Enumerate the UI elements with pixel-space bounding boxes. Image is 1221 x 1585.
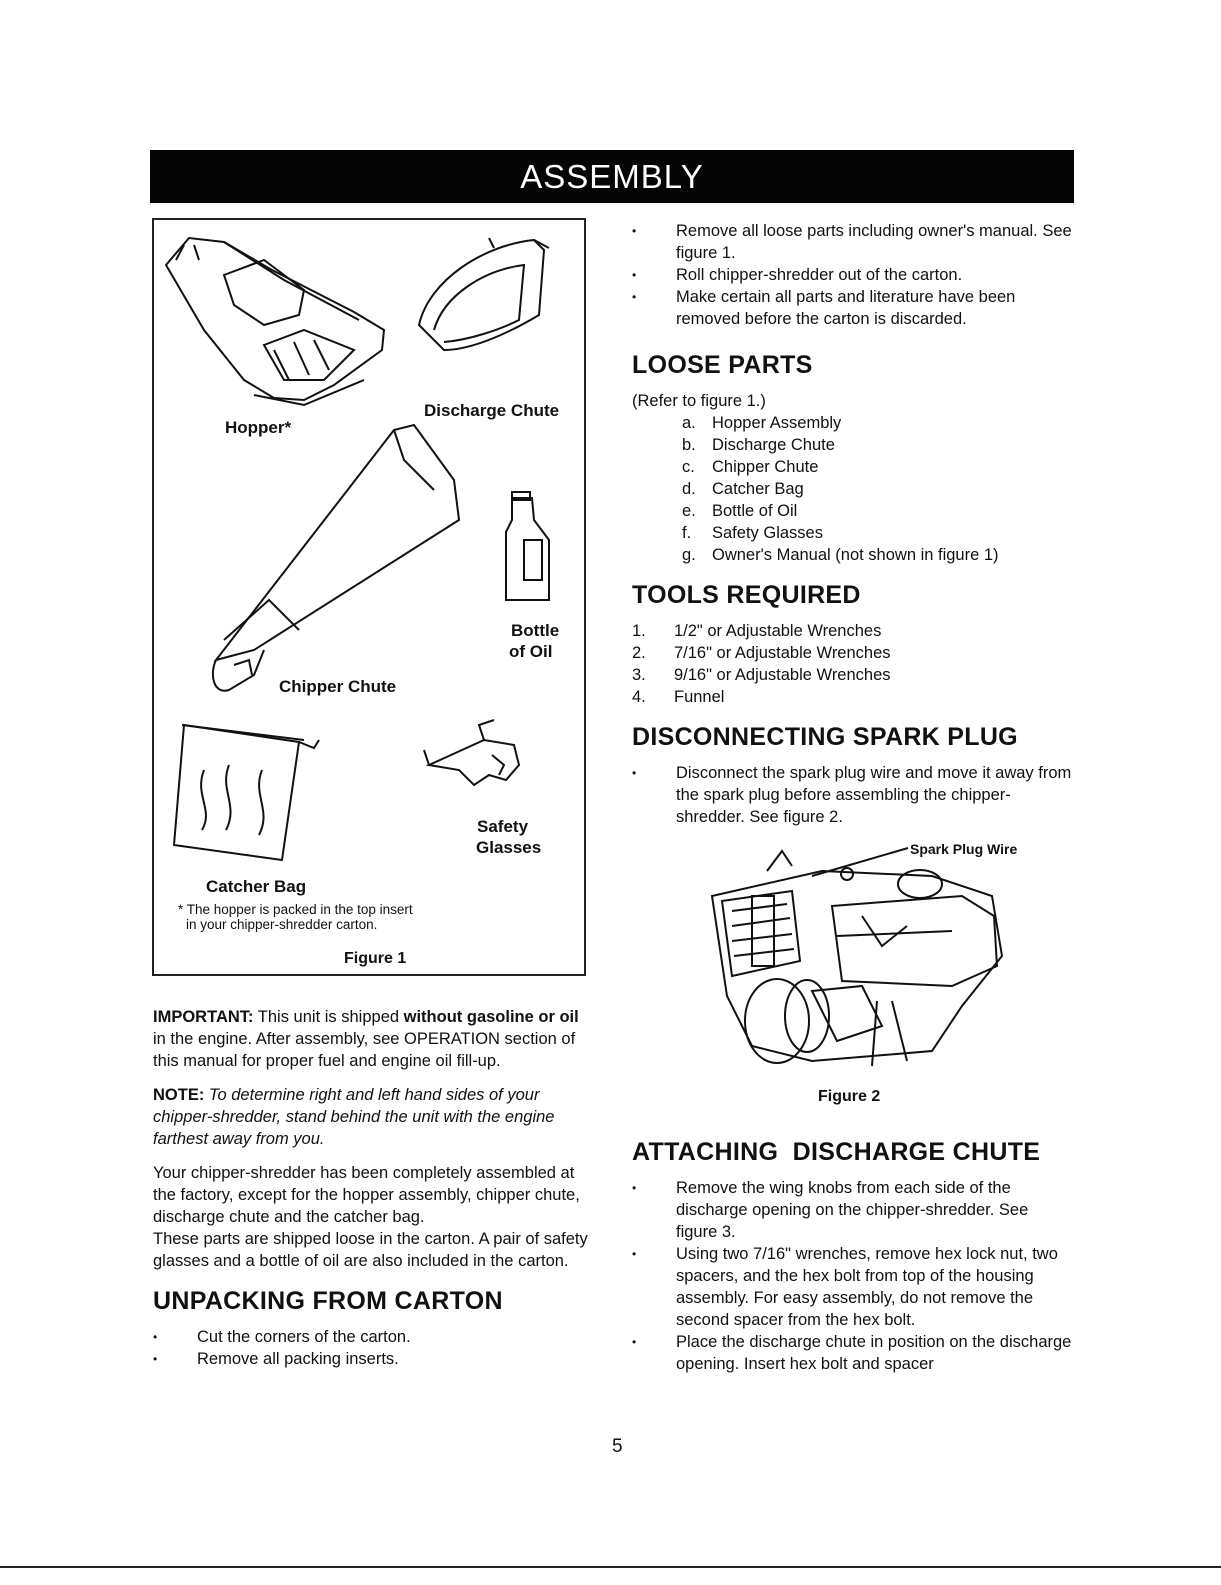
figure-1-illustration — [154, 220, 584, 974]
attaching-discharge-chute-heading: ATTACHING DISCHARGE CHUTE — [632, 1138, 1041, 1166]
list-item — [632, 664, 1072, 686]
list-text: Safety Glasses — [712, 524, 823, 542]
list-marker: f. — [682, 524, 692, 542]
note-text: To determine right and left hand sides of your chipper-shredder, stand behind the unit with the engine farthest away from you. — [153, 1086, 555, 1148]
figure-1 — [152, 218, 586, 976]
catcher-bag-illustration — [174, 725, 319, 860]
list-text: Discharge Chute — [712, 436, 835, 454]
list-text: Funnel — [674, 688, 725, 706]
important-text-2: in the engine. After assembly, see OPERATION section of this manual for proper fuel and engine oil fill-up. — [153, 1030, 576, 1070]
page-bottom-rule — [0, 1566, 1221, 1568]
list-text: Chipper Chute — [712, 458, 819, 476]
list-marker: 1. — [632, 622, 646, 640]
list-marker: 3. — [632, 666, 646, 684]
left-column — [153, 1006, 593, 1370]
unpacking-continued-list — [632, 220, 1072, 330]
discharge-chute-label: Discharge Chute — [424, 401, 560, 420]
figure-2-caption: Figure 2 — [818, 1088, 881, 1105]
loose-parts-heading: LOOSE PARTS — [632, 351, 813, 379]
footnote-line-2: in your chipper-shredder carton. — [186, 917, 378, 932]
spark-plug-wire-callout: Spark Plug Wire — [910, 841, 1018, 857]
list-item — [682, 478, 1072, 500]
list-marker: a. — [682, 414, 696, 432]
list-marker: 2. — [632, 644, 646, 662]
footnote-line-1: * The hopper is packed in the top insert — [178, 902, 413, 917]
list-item — [632, 620, 1072, 642]
list-text: Hopper Assembly — [712, 414, 842, 432]
list-text: Owner's Manual (not shown in figure 1) — [712, 546, 999, 564]
list-item — [682, 456, 1072, 478]
chipper-chute-illustration — [213, 425, 459, 691]
loose-parts-intro: (Refer to figure 1.) — [632, 392, 766, 410]
section-banner: ASSEMBLY — [150, 150, 1074, 203]
oil-bottle-illustration — [506, 492, 549, 600]
list-marker: e. — [682, 502, 696, 520]
figure-1-footnote — [178, 902, 508, 932]
spark-plug-list — [632, 762, 1072, 828]
engine-illustration — [632, 836, 1072, 1086]
list-marker: c. — [682, 458, 695, 476]
assembly-paragraph-2: These parts are shipped loose in the carton. A pair of safety glasses and a bottle of oil are also included in the carton. — [153, 1230, 588, 1270]
list-text: 7/16" or Adjustable Wrenches — [674, 644, 891, 662]
figure-2 — [632, 836, 1072, 1121]
list-text: 1/2" or Adjustable Wrenches — [674, 622, 882, 640]
important-paragraph — [153, 1006, 593, 1072]
hopper-label: Hopper* — [225, 418, 292, 437]
list-marker: b. — [682, 436, 696, 454]
list-item: • Remove the wing knobs from each side of the discharge opening on the chipper-shredder. See figure 3. — [632, 1177, 1072, 1243]
list-item — [632, 642, 1072, 664]
list-item — [632, 686, 1072, 708]
assembly-paragraph-1: Your chipper-shredder has been completely assembled at the factory, except for the hopper assembly, chipper chute, discharge chute and the catcher bag. — [153, 1164, 580, 1226]
safety-label-line2: Glasses — [476, 838, 542, 857]
list-item: • Place the discharge chute in position on the discharge opening. Insert hex bolt and spacer — [632, 1331, 1072, 1375]
safety-label-line1: Safety — [477, 817, 529, 836]
list-item: • Cut the corners of the carton. — [153, 1326, 593, 1348]
list-item: • Remove all packing inserts. — [153, 1348, 593, 1370]
list-item: • Remove all loose parts including owner's manual. See figure 1. — [632, 220, 1072, 264]
list-item: • Using two 7/16" wrenches, remove hex lock nut, two spacers, and the hex bolt from top of the housing assembly. For easy assembly, do not remove the second spacer from the hex bolt. — [632, 1243, 1072, 1331]
list-item — [682, 544, 1072, 566]
attaching-list — [632, 1177, 1072, 1375]
spark-plug-heading: DISCONNECTING SPARK PLUG — [632, 723, 1018, 751]
bottle-label-line1: Bottle — [511, 621, 560, 640]
catcher-bag-label: Catcher Bag — [206, 877, 307, 896]
list-item: • Disconnect the spark plug wire and move it away from the spark plug before assembling the chipper-shredder. See figure 2. — [632, 762, 1072, 828]
list-marker: d. — [682, 480, 696, 498]
right-column — [632, 220, 1072, 1375]
chipper-chute-label: Chipper Chute — [279, 677, 397, 696]
unpacking-list — [153, 1326, 593, 1370]
figure-1-caption: Figure 1 — [344, 950, 407, 967]
note-paragraph — [153, 1084, 593, 1150]
tools-list — [632, 620, 1072, 708]
discharge-chute-illustration — [419, 238, 549, 350]
hopper-illustration — [166, 238, 384, 405]
list-marker: g. — [682, 546, 696, 564]
list-item: • Make certain all parts and literature have been removed before the carton is discarded. — [632, 286, 1072, 330]
list-text: Bottle of Oil — [712, 502, 798, 520]
list-marker: 4. — [632, 688, 646, 706]
note-label: NOTE: — [153, 1086, 205, 1104]
page-number: 5 — [612, 1436, 623, 1457]
tools-heading: TOOLS REQUIRED — [632, 581, 861, 609]
important-bold: without gasoline or oil — [403, 1008, 579, 1026]
important-label: IMPORTANT: — [153, 1008, 254, 1026]
unpacking-heading: UNPACKING FROM CARTON — [153, 1287, 503, 1315]
safety-glasses-illustration — [424, 720, 519, 785]
list-item — [682, 500, 1072, 522]
bottle-label-line2: of Oil — [509, 642, 553, 661]
list-text: Catcher Bag — [712, 480, 804, 498]
list-item: • Roll chipper-shredder out of the carton. — [632, 264, 1072, 286]
list-item — [682, 434, 1072, 456]
loose-parts-list — [632, 412, 1072, 566]
important-text-1: This unit is shipped — [253, 1008, 404, 1026]
list-text: 9/16" or Adjustable Wrenches — [674, 666, 891, 684]
list-item — [682, 522, 1072, 544]
list-item — [682, 412, 1072, 434]
